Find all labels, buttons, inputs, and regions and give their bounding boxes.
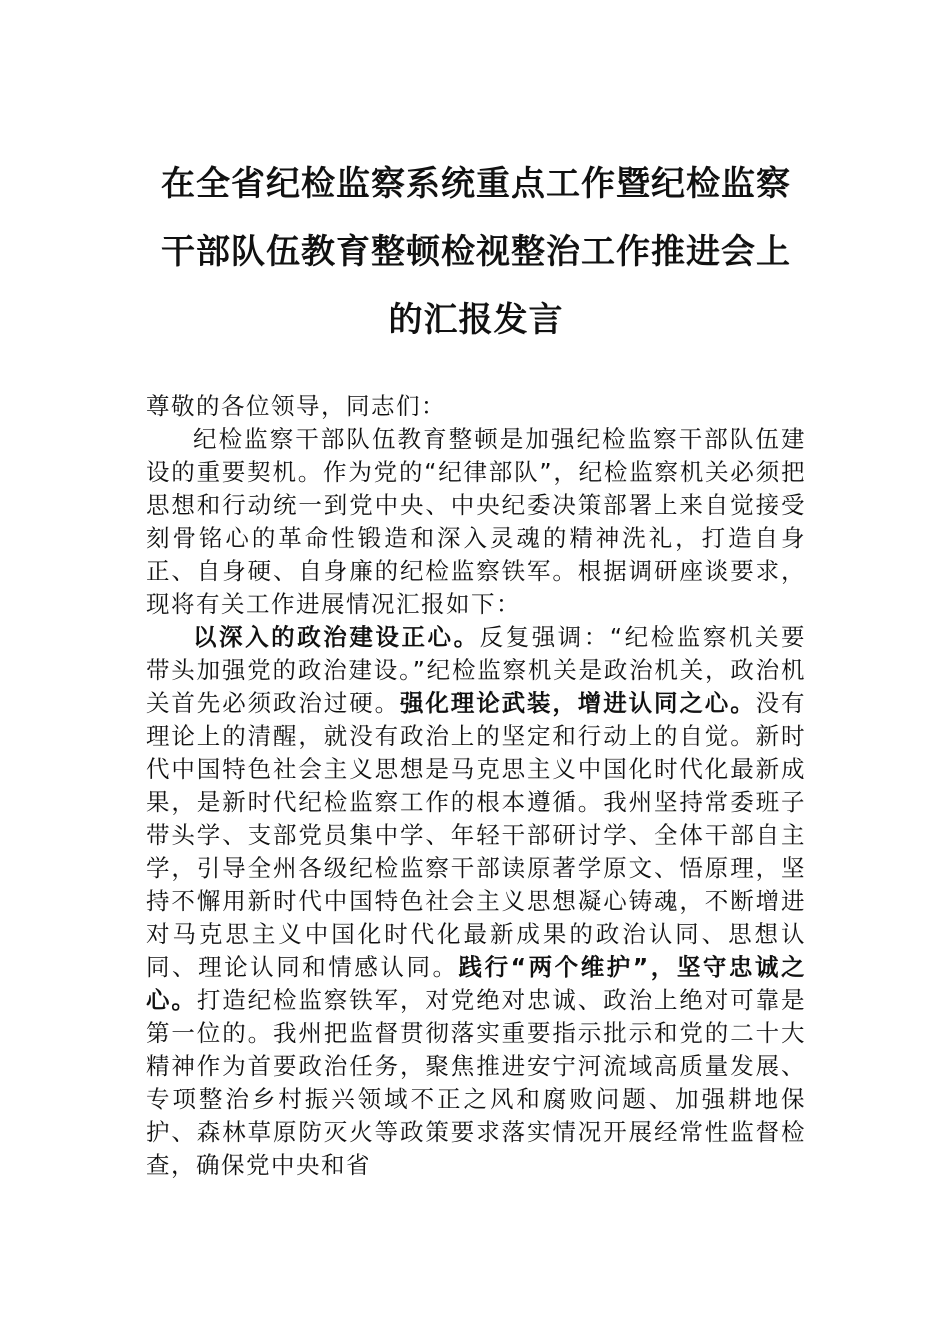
document-body (146, 390, 806, 1182)
title-line-3: 的汇报发言 (388, 300, 564, 340)
heading-political-building: 以深入的政治建设正心。 (193, 623, 480, 651)
paragraph-political-building (146, 621, 806, 1182)
paragraph-text-2: 没有理论上的清醒，就没有政治上的坚定和行动上的自觉。新时代中国特色社会主义思想是马克思主义中国化时代化最新成果，是新时代纪检监察工作的根本遵循。我州坚持常委班子带头学、支部党员集中学、年轻干部研讨学、全体干部自主学，引导全州各级纪检监察干部读原著学原文、悟原理，坚持不懈用新时代中国特色社会主义思想凝心铸魂，不断增进对马克思主义中国化时代化最新成果的政治认同、思想认同、理论认同和情感认同。 (146, 689, 807, 981)
heading-two-safeguards: 践行“两个维护”，坚守忠诚之心。 (146, 953, 807, 1014)
paragraph-text-1: 反复强调：“纪检监察机关要带头加强党的政治建设。”纪检监察机关是政治机关，政治机关首先必须政治过硬。 (146, 623, 806, 717)
title-line-1: 在全省纪检监察系统重点工作暨纪检监察 (161, 164, 791, 204)
document-page (146, 150, 806, 1182)
salutation: 尊敬的各位领导，同志们： (146, 392, 446, 420)
paragraph-text-3: 打造纪检监察铁军，对党绝对忠诚、政治上绝对可靠是第一位的。我州把监督贯彻落实重要指示批示和党的二十大精神作为首要政治任务，聚焦推进安宁河流域高质量发展、专项整治乡村振兴领域不正之风和腐败问题、加强耕地保护、森林草原防灭火等政策要求落实情况开展经常性监督检查，确保党中央和省 (146, 986, 807, 1179)
paragraph-intro: 纪检监察干部队伍教育整顿是加强纪检监察干部队伍建设的重要契机。作为党的“纪律部队”，纪检监察机关必须把思想和行动统一到党中央、中央纪委决策部署上来自觉接受刻骨铭心的革命性锻造和深入灵魂的精神洗礼，打造自身正、自身硬、自身廉的纪检监察铁军。根据调研座谈要求，现将有关工作进展情况汇报如下： (146, 425, 806, 618)
document-title (146, 150, 806, 354)
heading-theory-armament: 强化理论武装，增进认同之心。 (400, 689, 756, 717)
title-line-2: 干部队伍教育整顿检视整治工作推进会上 (161, 232, 791, 272)
